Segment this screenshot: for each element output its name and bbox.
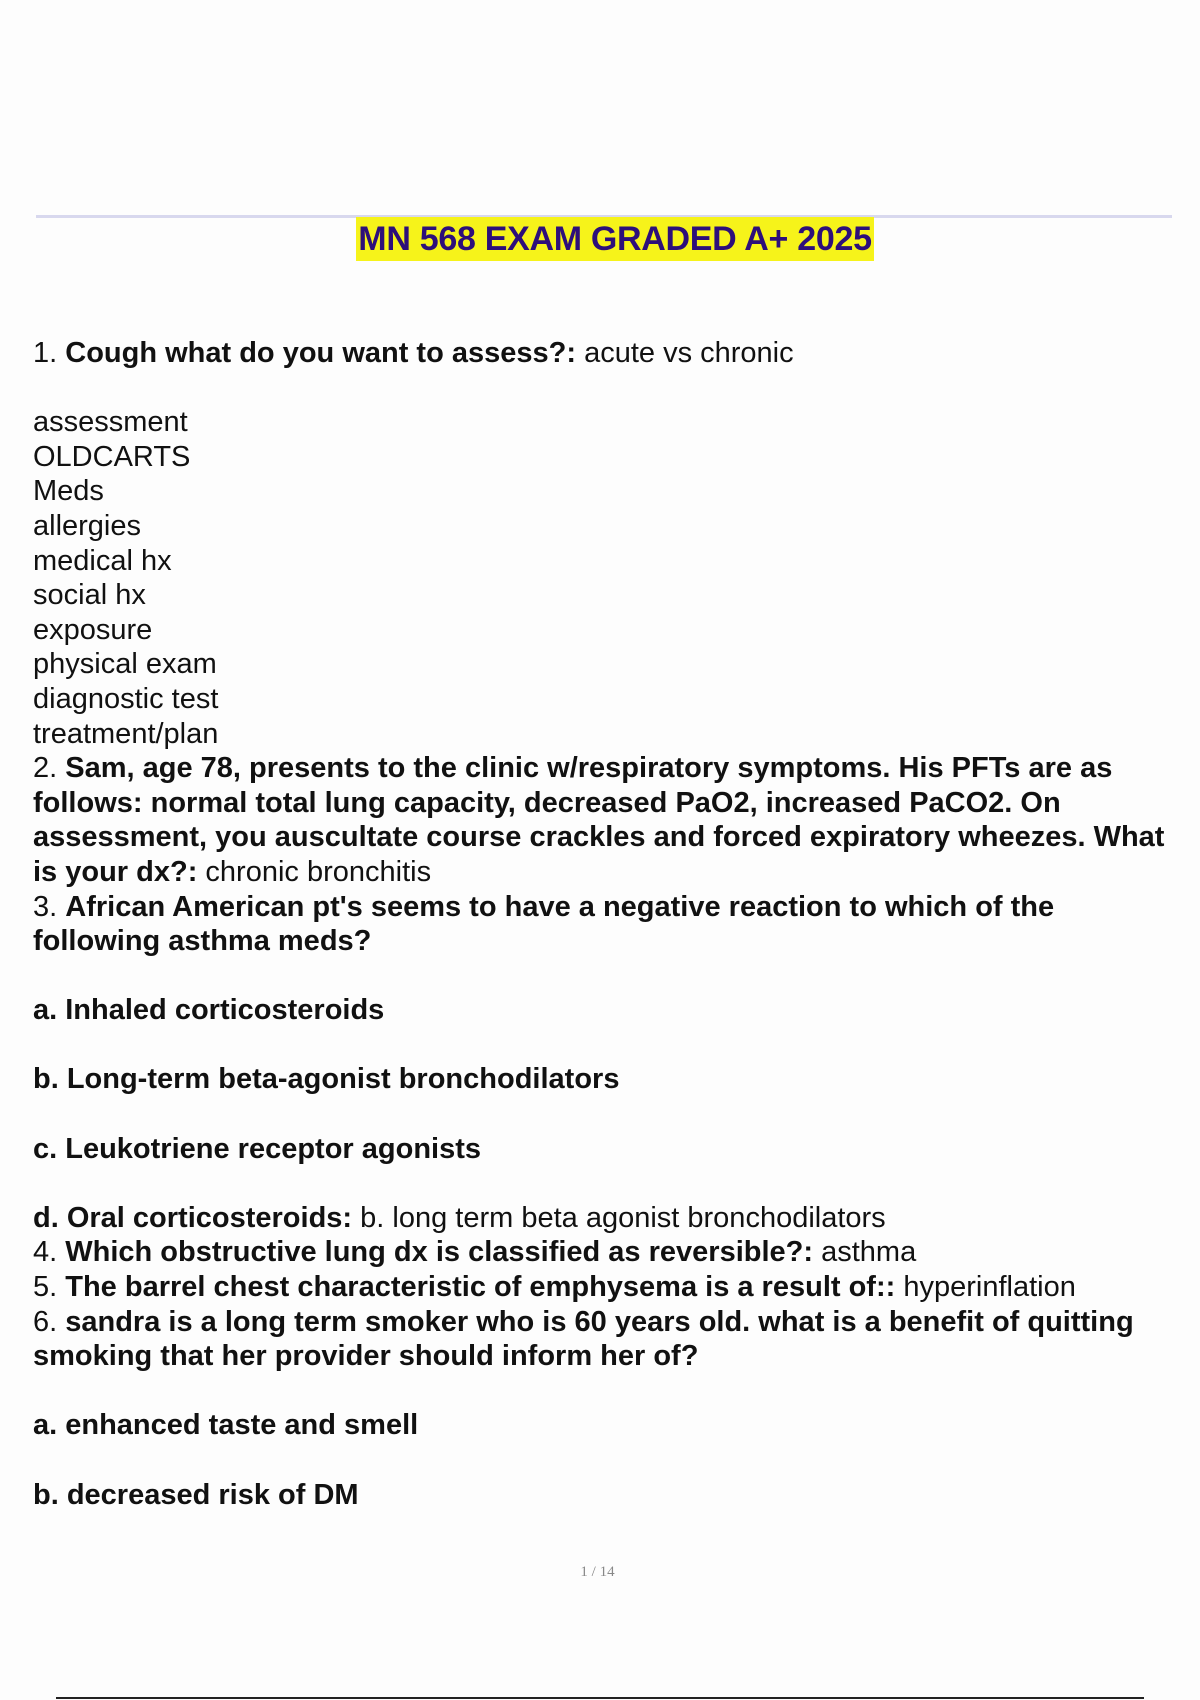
question-number: 5. [33, 1271, 58, 1304]
option-text: b. decreased risk of DM [33, 1478, 359, 1511]
question-number: 4. [33, 1236, 58, 1269]
list-item: Meds [33, 475, 104, 508]
answer-option-b [33, 1478, 1178, 1513]
answer-text: chronic bronchitis [205, 855, 432, 888]
list-item: assessment [33, 406, 188, 439]
list-item: diagnostic test [33, 682, 219, 715]
question-text: The barrel chest characteristic of emphysema is a result of:: [65, 1271, 896, 1304]
question-6 [33, 1305, 1178, 1374]
question-text: Cough what do you want to assess?: [65, 337, 577, 369]
spacer [33, 1166, 1178, 1201]
question-4 [33, 1235, 1178, 1270]
question-text: Which obstructive lung dx is classified as reversible?: [65, 1236, 814, 1269]
list-item: OLDCARTS [33, 440, 191, 473]
spacer [33, 1443, 1178, 1478]
question-2 [33, 751, 1178, 889]
spacer [33, 1097, 1178, 1132]
answer-text: acute vs chronic [584, 337, 794, 369]
question-number: 6. [33, 1305, 58, 1338]
document-body [33, 336, 1178, 1512]
question-3 [33, 890, 1178, 959]
answer-option-a [33, 993, 1178, 1028]
document-title: MN 568 EXAM GRADED A+ 2025 [356, 217, 873, 261]
answer-text: hyperinflation [903, 1271, 1076, 1304]
page-indicator: 1 / 14 [580, 1564, 615, 1580]
option-text: a. enhanced taste and smell [33, 1409, 419, 1442]
option-text: b. Long-term beta-agonist bronchodilators [33, 1063, 620, 1096]
list-item: social hx [33, 579, 146, 612]
list-item: allergies [33, 509, 141, 542]
question-5 [33, 1270, 1178, 1305]
list-item: physical exam [33, 648, 217, 681]
option-text: d. Oral corticosteroids: [33, 1201, 353, 1234]
answer-text: asthma [821, 1236, 917, 1269]
spacer [33, 371, 1178, 406]
list-item: medical hx [33, 544, 172, 577]
spacer [33, 1028, 1178, 1063]
answer-option-b [33, 1062, 1178, 1097]
answer-option-d [33, 1201, 1178, 1236]
question-number: 3. [33, 890, 58, 923]
title-container [0, 217, 1200, 261]
option-text: c. Leukotriene receptor agonists [33, 1132, 482, 1165]
assessment-list [33, 405, 1178, 751]
answer-text: b. long term beta agonist bronchodilators [360, 1201, 886, 1234]
question-text: Sam, age 78, presents to the clinic w/respiratory symptoms. His PFTs are as follows: normal total lung capacity, decreased PaO2, increased PaCO2. On assessment, you auscultate course crackles and forced expiratory wheezes. What is your dx?: [33, 752, 1165, 888]
question-number: 2. [33, 752, 58, 785]
spacer [33, 959, 1178, 994]
list-item: treatment/plan [33, 717, 219, 750]
footer-divider [56, 1697, 1144, 1699]
question-text: African American pt's seems to have a negative reaction to which of the following asthma meds? [33, 890, 1055, 958]
question-1 [33, 336, 1178, 371]
list-item: exposure [33, 613, 153, 646]
answer-option-a [33, 1408, 1178, 1443]
option-text: a. Inhaled corticosteroids [33, 994, 385, 1027]
spacer [33, 1374, 1178, 1409]
question-number: 1. [33, 337, 58, 369]
answer-option-c [33, 1132, 1178, 1167]
question-text: sandra is a long term smoker who is 60 years old. what is a benefit of quitting smoking that her provider should inform her of? [33, 1305, 1134, 1373]
